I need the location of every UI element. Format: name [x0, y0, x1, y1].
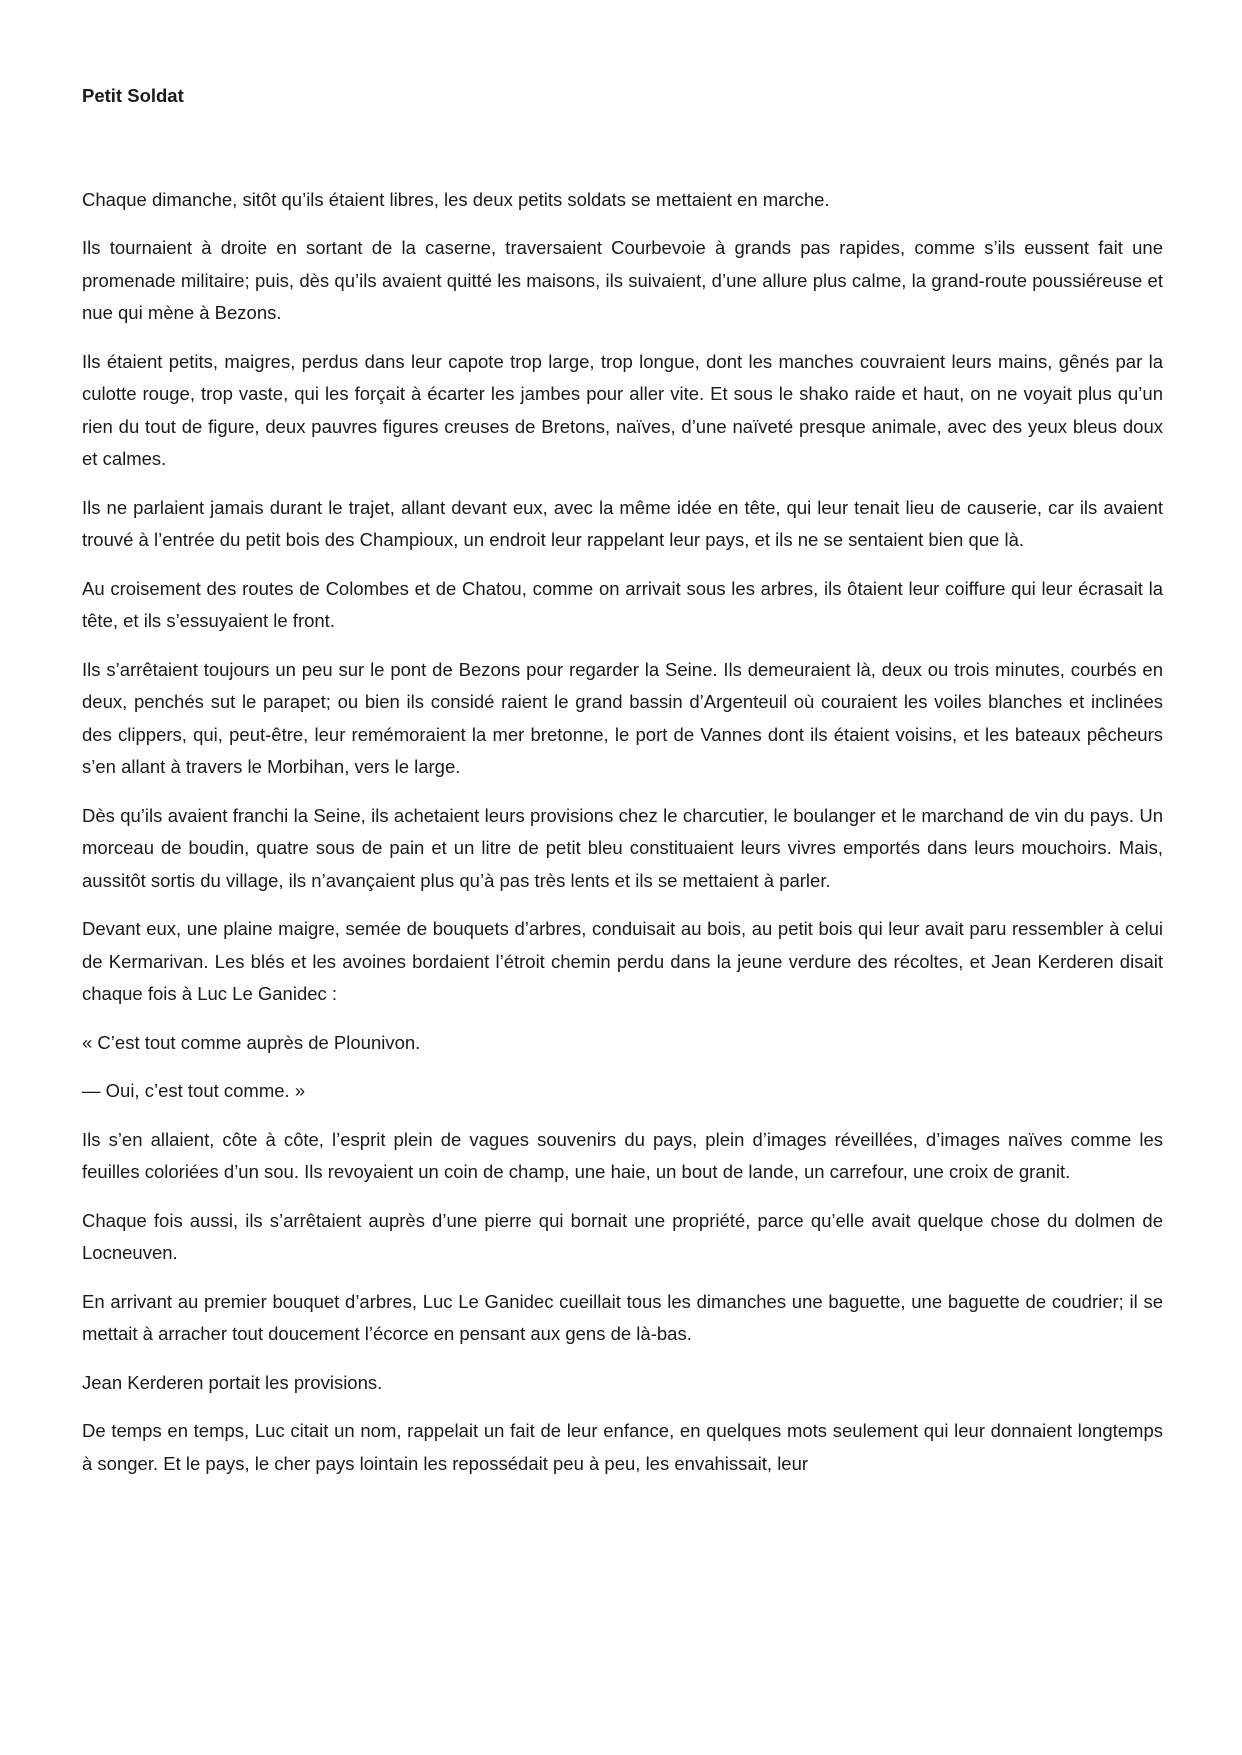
paragraph: Au croisement des routes de Colombes et de Chatou, comme on arrivait sous les arbres, ils ôtaient leur coiffure qui leur écrasait la tête, et ils s’essuyaient le front.	[82, 577, 1163, 631]
paragraph: Ils s’en allaient, côte à côte, l’esprit plein de vagues souvenirs du pays, plein d’images réveillées, d’images naïves comme les feuilles coloriées d’un sou. Ils revoyaient un coin de champ, une haie, un bout de lande, un carrefour, une croix de granit.	[82, 1128, 1163, 1182]
paragraph: Ils ne parlaient jamais durant le trajet, allant devant eux, avec la même idée en tête, qui leur tenait lieu de causerie, car ils avaient trouvé à l’entrée du petit bois des Champioux, un endroit leur rappelant leur pays, et ils ne se sentaient bien que là.	[82, 496, 1163, 550]
document-title: Petit Soldat	[82, 85, 184, 106]
paragraph: Jean Kerderen portait les provisions.	[82, 1371, 383, 1393]
paragraph: En arrivant au premier bouquet d’arbres, Luc Le Ganidec cueillait tous les dimanches une baguette, une baguette de coudrier; il se mettait à arracher tout doucement l’écorce en pensant aux gens de là-bas.	[82, 1290, 1163, 1344]
paragraph: Ils s’arrêtaient toujours un peu sur le pont de Bezons pour regarder la Seine. Ils demeuraient là, deux ou trois minutes, courbés en deux, penchés sut le parapet; ou bien ils considé raient le grand bassin d’Argenteuil où couraient les voiles blanches et inclinées des clippers, qui, peut-être, leur remémoraient la mer bretonne, le port de Vannes dont ils étaient voisins, et les bateaux pêcheurs s’en allant à travers le Morbihan, vers le large.	[82, 658, 1163, 777]
dialogue-line: « C’est tout comme auprès de Plounivon.	[82, 1031, 421, 1053]
document-page	[82, 80, 1163, 1496]
paragraph: De temps en temps, Luc citait un nom, rappelait un fait de leur enfance, en quelques mots seulement qui leur donnaient longtemps à songer. Et le pays, le cher pays lointain les repossédait peu à peu, les envahissait, leur	[82, 1420, 1163, 1474]
paragraph: Dès qu’ils avaient franchi la Seine, ils achetaient leurs provisions chez le charcutier, le boulanger et le marchand de vin du pays. Un morceau de boudin, quatre sous de pain et un litre de petit bleu constituaient leurs vivres emportés dans leurs mouchoirs. Mais, aussitôt sortis du village, ils n’avançaient plus qu’à pas très lents et ils se mettaient à parler.	[82, 804, 1163, 891]
dialogue-line: — Oui, c’est tout comme. »	[82, 1080, 306, 1101]
paragraph: Ils tournaient à droite en sortant de la caserne, traversaient Courbevoie à grands pas rapides, comme s’ils eussent fait une promenade militaire; puis, dès qu’ils avaient quitté les maisons, ils suivaient, d’une allure plus calme, la grand-route poussiéreuse et nue qui mène à Bezons.	[82, 237, 1163, 323]
paragraph: Chaque dimanche, sitôt qu’ils étaient libres, les deux petits soldats se mettaient en marche.	[82, 188, 830, 210]
paragraph: Ils étaient petits, maigres, perdus dans leur capote trop large, trop longue, dont les manches couvraient leurs mains, gênés par la culotte rouge, trop vaste, qui les forçait à écarter les jambes pour aller vite. Et sous le shako raide et haut, on ne voyait plus qu’un rien du tout de figure, deux pauvres figures creuses de Bretons, naïves, d’une naïveté presque animale, avec des yeux bleus doux et calmes.	[82, 350, 1163, 469]
paragraph: Chaque fois aussi, ils s’arrêtaient auprès d’une pierre qui bornait une propriété, parce qu’elle avait quelque chose du dolmen de Locneuven.	[82, 1209, 1163, 1263]
paragraph: Devant eux, une plaine maigre, semée de bouquets d’arbres, conduisait au bois, au petit bois qui leur avait paru ressembler à celui de Kermarivan. Les blés et les avoines bordaient l’étroit chemin perdu dans la jeune verdure des récoltes, et Jean Kerderen disait chaque fois à Luc Le Ganidec :	[82, 918, 1163, 1004]
